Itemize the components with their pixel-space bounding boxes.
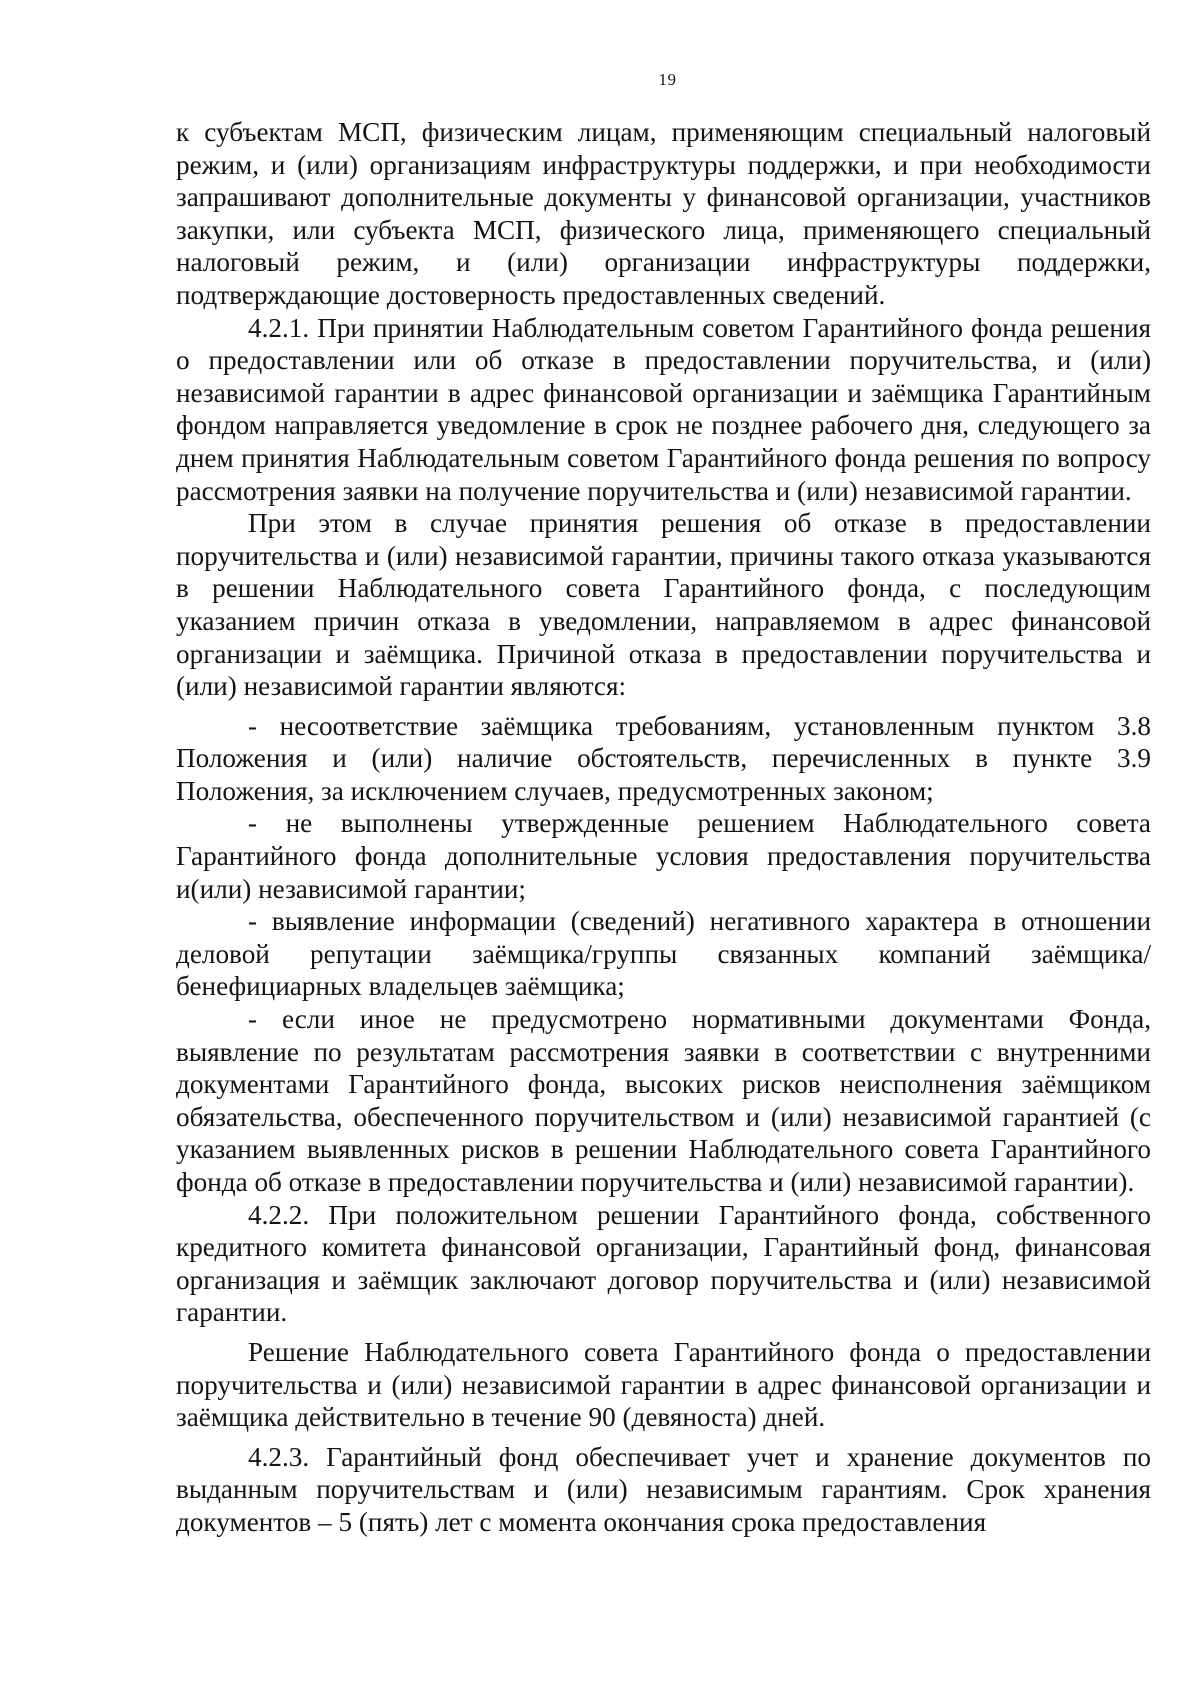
page-number: 19 (658, 70, 677, 89)
list-item-reason-1: - несоответствие заёмщика требованиям, установленным пунктом 3.8 Положения и (или) наличие обстоятельств, перечисленных в пункте 3.9 Положения, за исключением случаев, предусмотренных законом; (176, 710, 1151, 806)
paragraph-continuation: к субъектам МСП, физическим лицам, применяющим специальный налоговый режим, и (или) организациям инфраструктуры поддержки, и при необходимости запрашивают дополнительные документы у финансовой организации, участников закупки, или субъекта МСП, физического лица, применяющего специальный налоговый режим, и (или) организации инфраструктуры поддержки, подтверждающие достоверность предоставленных сведений. (176, 117, 1151, 310)
list-item-reason-4: - если иное не предусмотрено нормативными документами Фонда, выявление по результатам рассмотрения заявки в соответствии с внутренними документами Гарантийного фонда, высоких рисков неисполнения заёмщиком обязательства, обеспеченного поручительством и (или) независимой гарантией (с указанием выявленных рисков в решении Наблюдательного совета Гарантийного фонда об отказе в предоставлении поручительства и (или) независимой гарантии). (176, 1004, 1151, 1197)
paragraph-4-2-1: 4.2.1. При принятии Наблюдательным советом Гарантийного фонда решения о предоставлении или об отказе в предоставлении поручительства, и (или) независимой гарантии в адрес финансовой организации и заёмщика Гарантийным фондом направляется уведомление в срок не позднее рабочего дня, следующего за днем принятия Наблюдательным советом Гарантийного фонда решения по вопросу рассмотрения заявки на получение поручительства и (или) независимой гарантии. (176, 312, 1151, 506)
paragraph-decision-validity: Решение Наблюдательного совета Гарантийного фонда о предоставлении поручительства и (или) независимой гарантии в адрес финансовой организации и заёмщика действительно в течение 90 (девяноста) дней. (176, 1336, 1151, 1433)
list-item-reason-2: - не выполнены утвержденные решением Наблюдательного совета Гарантийного фонда дополнительные условия предоставления поручительства и(или) независимой гарантии; (176, 808, 1151, 904)
paragraph-4-2-3: 4.2.3. Гарантийный фонд обеспечивает учет и хранение документов по выданным поручительствам и (или) независимым гарантиям. Срок хранения документов – 5 (пять) лет с момента окончания срока предоставления (176, 1441, 1151, 1537)
paragraph-4-2-2: 4.2.2. При положительном решении Гарантийного фонда, собственного кредитного комитета финансовой организации, Гарантийный фонд, финансовая организация и заёмщик заключают договор поручительства и (или) независимой гарантии. (176, 1199, 1151, 1328)
list-item-reason-3: - выявление информации (сведений) негативного характера в отношении деловой репутации заёмщика/группы связанных компаний заёмщика/бенефициарных владельцев заёмщика; (176, 906, 1151, 1002)
document-body (176, 116, 1151, 1539)
paragraph-refusal-reasons-intro: При этом в случае принятия решения об отказе в предоставлении поручительства и (или) независимой гарантии, причины такого отказа указываются в решении Наблюдательного совета Гарантийного фонда, с последующим указанием причин отказа в уведомлении, направляемом в адрес финансовой организации и заёмщика. Причиной отказа в предоставлении поручительства и (или) независимой гарантии являются: (176, 508, 1151, 702)
